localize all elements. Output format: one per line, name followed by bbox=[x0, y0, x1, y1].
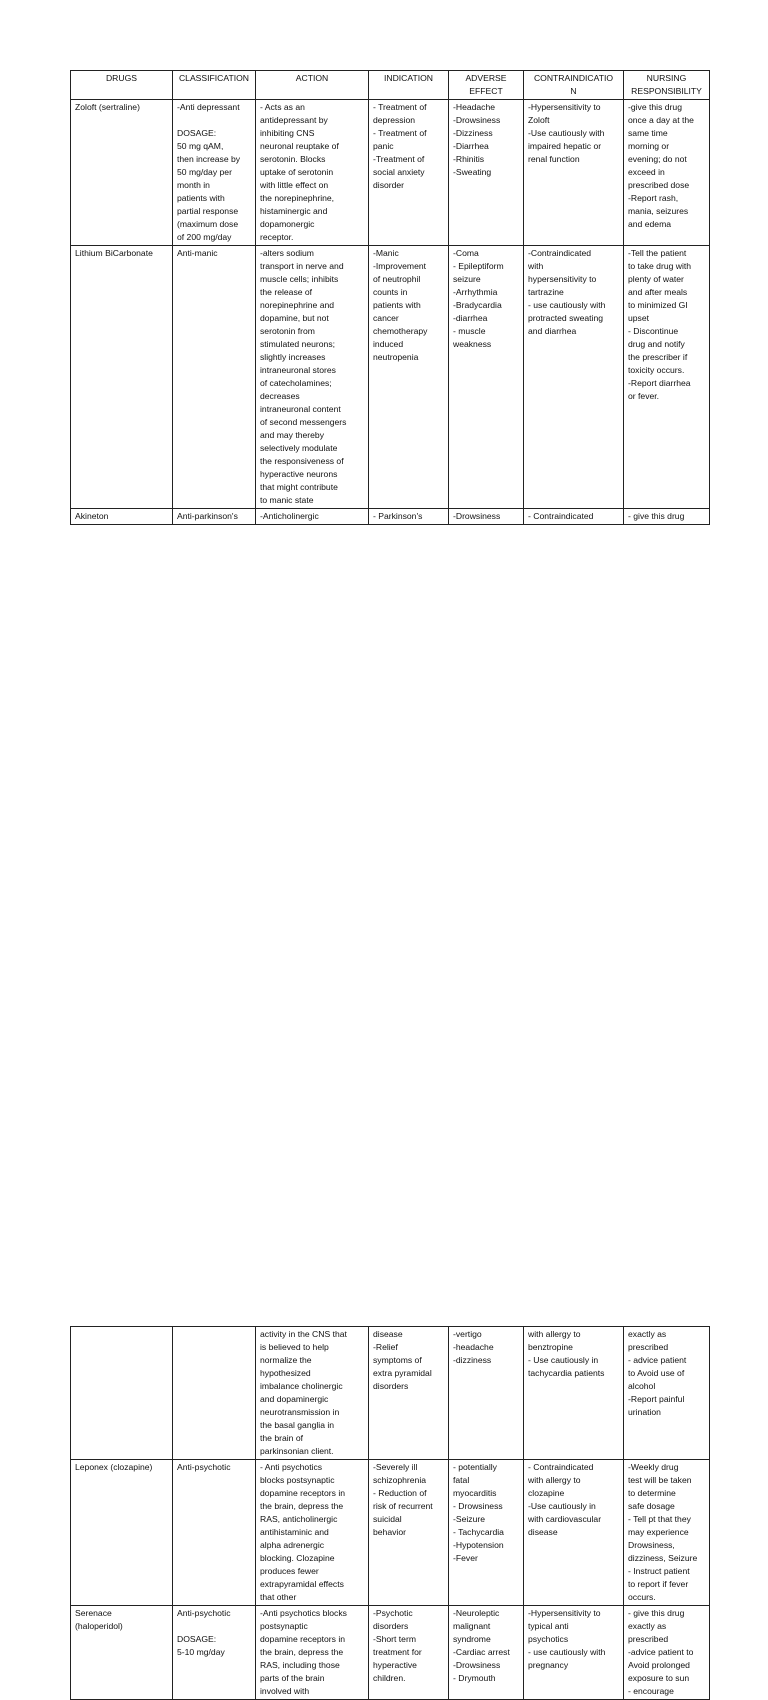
table-row bbox=[71, 1606, 710, 1700]
header-drugs: DRUGS bbox=[71, 71, 173, 100]
cell-drug: Serenace (haloperidol) bbox=[71, 1606, 173, 1700]
cell-drug: Leponex (clozapine) bbox=[71, 1460, 173, 1606]
table-header-row bbox=[71, 71, 710, 100]
cell-adverse-effect: -Drowsiness bbox=[449, 509, 524, 525]
table-row bbox=[71, 1327, 710, 1460]
cell-drug: Akineton bbox=[71, 509, 173, 525]
cell-classification bbox=[173, 1327, 256, 1460]
cell-classification: Anti-manic bbox=[173, 246, 256, 509]
cell-action: - Acts as an antidepressant by inhibiting CNS neuronal reuptake of serotonin. Blocks uptake of serotonin with little effect on the norepinephrine, histaminergic and dopamonergic receptor. bbox=[256, 100, 369, 246]
cell-action: activity in the CNS that is believed to help normalize the hypothesized imbalance cholinergic and dopaminergic neurotransmission in the basal ganglia in the brain of parkinsonian client. bbox=[256, 1327, 369, 1460]
cell-indication: -Manic -Improvement of neutrophil counts in patients with cancer chemotherapy induced neutropenia bbox=[369, 246, 449, 509]
cell-adverse-effect: -Coma - Epileptiform seizure -Arrhythmia -Bradycardia -diarrhea - muscle weakness bbox=[449, 246, 524, 509]
cell-indication: disease -Relief symptoms of extra pyramidal disorders bbox=[369, 1327, 449, 1460]
cell-classification: Anti-psychotic DOSAGE: 5-10 mg/day bbox=[173, 1606, 256, 1700]
cell-drug: Zoloft (sertraline) bbox=[71, 100, 173, 246]
cell-action: - Anti psychotics blocks postsynaptic dopamine receptors in the brain, depress the RAS, anticholinergic antihistaminic and alpha adrenergic blocking. Clozapine produces fewer extrapyramidal effects that other bbox=[256, 1460, 369, 1606]
cell-adverse-effect: -Headache -Drowsiness -Dizziness -Diarrhea -Rhinitis -Sweating bbox=[449, 100, 524, 246]
cell-action: -Anti psychotics blocks postsynaptic dopamine receptors in the brain, depress the RAS, including those parts of the brain involved with bbox=[256, 1606, 369, 1700]
cell-nursing: - give this drug bbox=[624, 509, 710, 525]
cell-indication: -Psychotic disorders -Short term treatment for hyperactive children. bbox=[369, 1606, 449, 1700]
cell-classification: -Anti depressant DOSAGE: 50 mg qAM, then increase by 50 mg/day per month in patients with partial response (maximum dose of 200 mg/day bbox=[173, 100, 256, 246]
table-row bbox=[71, 100, 710, 246]
cell-contraindication: -Hypersensitivity to typical anti psychotics - use cautiously with pregnancy bbox=[524, 1606, 624, 1700]
header-nursing-responsibility: NURSING RESPONSIBILITY bbox=[624, 71, 710, 100]
cell-action: -Anticholinergic bbox=[256, 509, 369, 525]
header-action: ACTION bbox=[256, 71, 369, 100]
cell-indication: - Parkinson's bbox=[369, 509, 449, 525]
page-two-clip bbox=[0, 663, 768, 1696]
cell-action: -alters sodium transport in nerve and muscle cells; inhibits the release of norepinephrine and dopamine, but not serotonin from stimulated neurons; slightly increases intraneuronal stores of catecholamines; decreases intraneuronal content of second messengers and may thereby selectively modulate the responsiveness of hyperactive neurons that might contribute to manic state bbox=[256, 246, 369, 509]
drug-table-bottom bbox=[70, 1326, 710, 1700]
cell-contraindication: - Contraindicated bbox=[524, 509, 624, 525]
cell-adverse-effect: -vertigo -headache -dizziness bbox=[449, 1327, 524, 1460]
cell-contraindication: with allergy to benztropine - Use cautiously in tachycardia patients bbox=[524, 1327, 624, 1460]
cell-classification: Anti-psychotic bbox=[173, 1460, 256, 1606]
cell-adverse-effect: -Neuroleptic malignant syndrome -Cardiac arrest -Drowsiness - Drymouth bbox=[449, 1606, 524, 1700]
drug-table-top bbox=[70, 70, 710, 525]
cell-drug bbox=[71, 1327, 173, 1460]
cell-contraindication: -Contraindicated with hypersensitivity to tartrazine - use cautiously with protracted sweating and diarrhea bbox=[524, 246, 624, 509]
cell-contraindication: - Contraindicated with allergy to clozapine -Use cautiously in with cardiovascular disease bbox=[524, 1460, 624, 1606]
table-row bbox=[71, 1460, 710, 1606]
cell-nursing: -give this drug once a day at the same time morning or evening; do not exceed in prescribed dose -Report rash, mania, seizures and edema bbox=[624, 100, 710, 246]
cell-adverse-effect: - potentially fatal myocarditis - Drowsiness -Seizure - Tachycardia -Hypotension -Fever bbox=[449, 1460, 524, 1606]
cell-nursing: exactly as prescribed - advice patient to Avoid use of alcohol -Report painful urination bbox=[624, 1327, 710, 1460]
cell-nursing: -Weekly drug test will be taken to determine safe dosage - Tell pt that they may experience Drowsiness, dizziness, Seizure - Instruct patient to report if fever occurs. bbox=[624, 1460, 710, 1606]
cell-indication: - Treatment of depression - Treatment of panic -Treatment of social anxiety disorder bbox=[369, 100, 449, 246]
table-row bbox=[71, 246, 710, 509]
header-adverse-effect: ADVERSE EFFECT bbox=[449, 71, 524, 100]
header-classification: CLASSIFICATION bbox=[173, 71, 256, 100]
cell-classification: Anti-parkinson's bbox=[173, 509, 256, 525]
header-indication: INDICATION bbox=[369, 71, 449, 100]
cell-indication: -Severely ill schizophrenia - Reduction of risk of recurrent suicidal behavior bbox=[369, 1460, 449, 1606]
table-row bbox=[71, 509, 710, 525]
cell-nursing: -Tell the patient to take drug with plenty of water and after meals to minimized GI upset - Discontinue drug and notify the prescriber if toxicity occurs. -Report diarrhea or fever. bbox=[624, 246, 710, 509]
cell-contraindication: -Hypersensitivity to Zoloft -Use cautiously with impaired hepatic or renal function bbox=[524, 100, 624, 246]
header-contraindication: CONTRAINDICATIO N bbox=[524, 71, 624, 100]
cell-nursing: - give this drug exactly as prescribed -advice patient to Avoid prolonged exposure to sun - encourage bbox=[624, 1606, 710, 1700]
cell-drug: Lithium BiCarbonate bbox=[71, 246, 173, 509]
